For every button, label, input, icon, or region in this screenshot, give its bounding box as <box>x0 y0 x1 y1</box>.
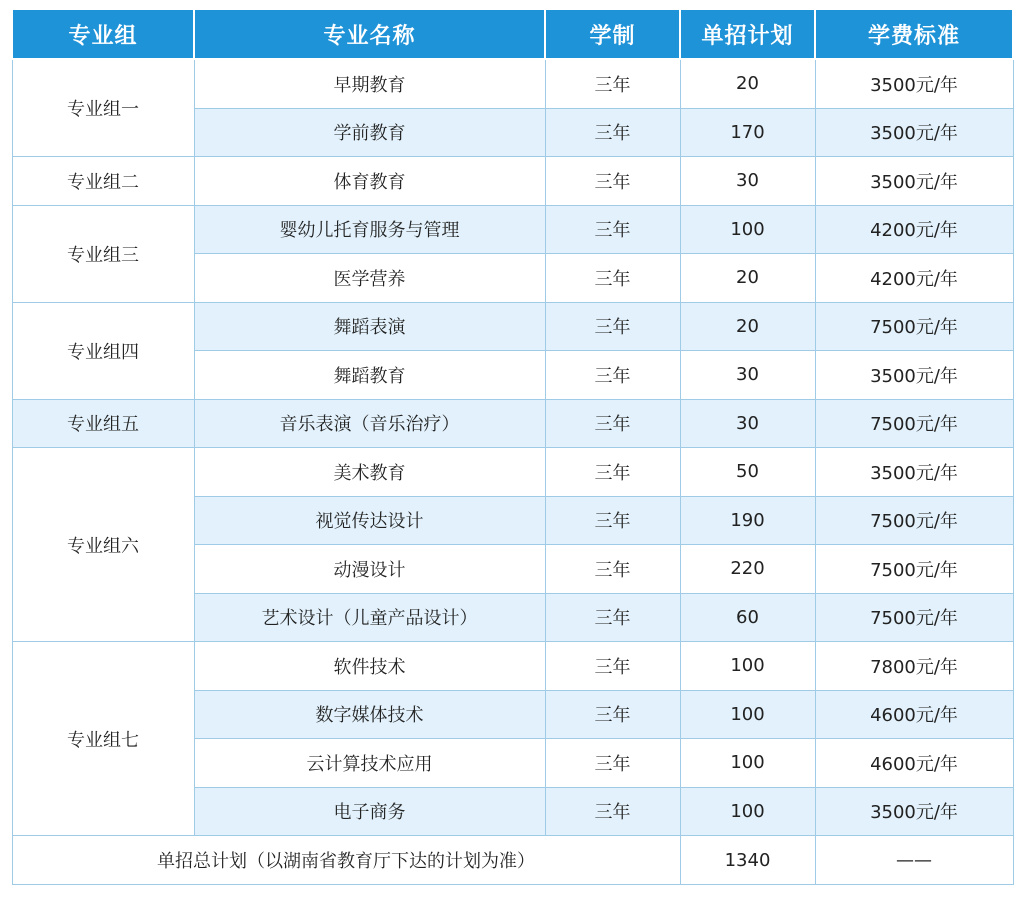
major-name: 音乐表演（音乐治疗） <box>194 399 545 448</box>
duration: 三年 <box>545 496 680 545</box>
tuition: 7500元/年 <box>815 399 1013 448</box>
duration: 三年 <box>545 302 680 351</box>
major-name: 美术教育 <box>194 448 545 497</box>
tuition: 3500元/年 <box>815 351 1013 400</box>
tuition: 4200元/年 <box>815 205 1013 254</box>
table-row <box>12 302 1013 351</box>
header-tuition: 学费标准 <box>815 9 1013 59</box>
group-name: 专业组七 <box>12 642 194 836</box>
plan-count: 20 <box>680 302 815 351</box>
table-header <box>12 9 1013 59</box>
duration: 三年 <box>545 205 680 254</box>
major-name: 舞蹈表演 <box>194 302 545 351</box>
header-duration: 学制 <box>545 9 680 59</box>
tuition: 3500元/年 <box>815 157 1013 206</box>
plan-count: 100 <box>680 205 815 254</box>
duration: 三年 <box>545 593 680 642</box>
table-row <box>12 157 1013 206</box>
tuition: 4600元/年 <box>815 739 1013 788</box>
plan-count: 170 <box>680 108 815 157</box>
major-name: 舞蹈教育 <box>194 351 545 400</box>
major-name: 婴幼儿托育服务与管理 <box>194 205 545 254</box>
group-name: 专业组五 <box>12 399 194 448</box>
duration: 三年 <box>545 642 680 691</box>
table-row <box>12 448 1013 497</box>
header-major-name: 专业名称 <box>194 9 545 59</box>
table-row <box>12 642 1013 691</box>
tuition: 7500元/年 <box>815 302 1013 351</box>
plan-count: 30 <box>680 157 815 206</box>
header-plan: 单招计划 <box>680 9 815 59</box>
table-body <box>12 59 1013 885</box>
plan-count: 100 <box>680 739 815 788</box>
major-name: 数字媒体技术 <box>194 690 545 739</box>
duration: 三年 <box>545 59 680 108</box>
total-row <box>12 836 1013 885</box>
header-group: 专业组 <box>12 9 194 59</box>
plan-count: 220 <box>680 545 815 594</box>
duration: 三年 <box>545 690 680 739</box>
major-name: 医学营养 <box>194 254 545 303</box>
duration: 三年 <box>545 108 680 157</box>
group-name: 专业组六 <box>12 448 194 642</box>
duration: 三年 <box>545 545 680 594</box>
total-fee: —— <box>815 836 1013 885</box>
plan-count: 60 <box>680 593 815 642</box>
duration: 三年 <box>545 351 680 400</box>
plan-count: 30 <box>680 399 815 448</box>
major-name: 学前教育 <box>194 108 545 157</box>
total-plan: 1340 <box>680 836 815 885</box>
duration: 三年 <box>545 787 680 836</box>
tuition: 3500元/年 <box>815 787 1013 836</box>
plan-count: 50 <box>680 448 815 497</box>
duration: 三年 <box>545 739 680 788</box>
plan-count: 20 <box>680 254 815 303</box>
major-name: 云计算技术应用 <box>194 739 545 788</box>
plan-count: 190 <box>680 496 815 545</box>
major-name: 电子商务 <box>194 787 545 836</box>
plan-count: 100 <box>680 690 815 739</box>
major-name: 早期教育 <box>194 59 545 108</box>
duration: 三年 <box>545 399 680 448</box>
plan-count: 20 <box>680 59 815 108</box>
group-name: 专业组二 <box>12 157 194 206</box>
tuition: 4600元/年 <box>815 690 1013 739</box>
major-name: 艺术设计（儿童产品设计） <box>194 593 545 642</box>
tuition: 7500元/年 <box>815 496 1013 545</box>
tuition: 3500元/年 <box>815 448 1013 497</box>
table-row <box>12 205 1013 254</box>
group-name: 专业组一 <box>12 59 194 157</box>
tuition: 3500元/年 <box>815 59 1013 108</box>
table-row <box>12 59 1013 108</box>
major-name: 动漫设计 <box>194 545 545 594</box>
tuition: 7800元/年 <box>815 642 1013 691</box>
plan-count: 100 <box>680 787 815 836</box>
total-label: 单招总计划（以湖南省教育厅下达的计划为准） <box>12 836 680 885</box>
header-row <box>12 9 1013 59</box>
major-name: 视觉传达设计 <box>194 496 545 545</box>
duration: 三年 <box>545 157 680 206</box>
group-name: 专业组四 <box>12 302 194 399</box>
tuition: 7500元/年 <box>815 545 1013 594</box>
tuition: 7500元/年 <box>815 593 1013 642</box>
group-name: 专业组三 <box>12 205 194 302</box>
enrollment-plan-table <box>11 8 1014 885</box>
tuition: 3500元/年 <box>815 108 1013 157</box>
table-row <box>12 399 1013 448</box>
major-name: 软件技术 <box>194 642 545 691</box>
major-name: 体育教育 <box>194 157 545 206</box>
duration: 三年 <box>545 254 680 303</box>
duration: 三年 <box>545 448 680 497</box>
plan-count: 30 <box>680 351 815 400</box>
tuition: 4200元/年 <box>815 254 1013 303</box>
plan-count: 100 <box>680 642 815 691</box>
